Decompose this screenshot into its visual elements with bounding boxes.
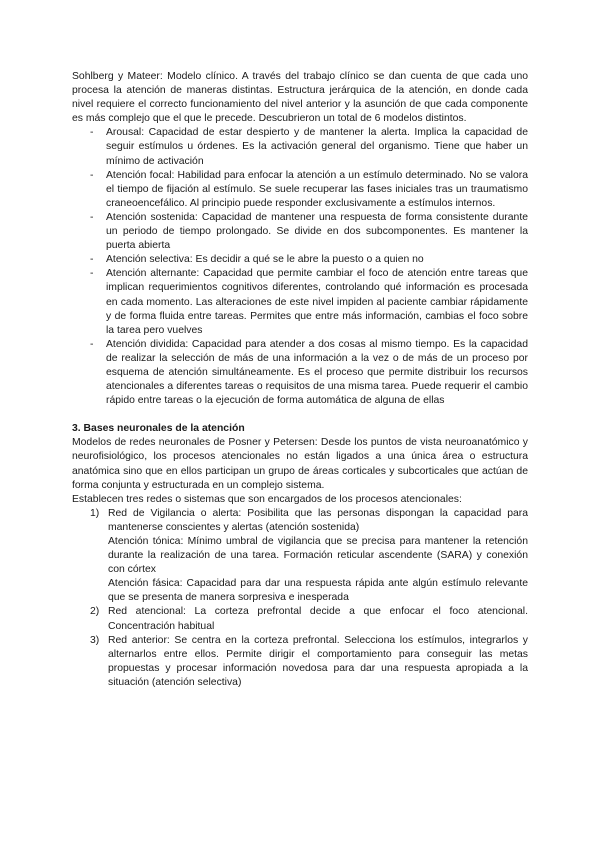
- section-paragraph: Modelos de redes neuronales de Posner y Petersen: Desde los puntos de vista neuroanatómico y neurofisiológico, los procesos atencionales no están ligados a una única área o estructura anatómica sino que en ellos participan un grupo de áreas corticales y subcorticales que actúan de forma conjunta y estructurada en un complejo sistema.: [72, 437, 528, 491]
- model-alternante: Atención alternante: Capacidad que permite cambiar el foco de atención entre tareas que implican requerimientos cognitivos diferentes, controlando qué información es procesada en cada momento. Las alteraciones de este nivel impiden al paciente cambiar rápidamente y de forma fluida entre tareas. Permites que entre más información, cambias el foco sobre la tarea pero vuelves: [106, 268, 528, 336]
- list-item: [72, 605, 528, 633]
- intro-paragraph: Sohlberg y Mateer: Modelo clínico. A través del trabajo clínico se dan cuenta de que cada uno procesa la atención de maneras distintas. Estructura jerárquica de la atención, en donde cada nivel requiere el correcto funcionamiento del nivel anterior y la asunción de que cada componente es más complejo que el que le precede. Descubrieron un total de 6 modelos distintos.: [72, 71, 528, 125]
- dash-bullet: -: [90, 211, 94, 223]
- network-atencional: Red atencional: La corteza prefrontal decide a que enfocar el foco atencional. Concentración habitual: [108, 606, 528, 632]
- list-number: 3): [90, 634, 100, 646]
- model-dividida: Atención dividida: Capacidad para atender a dos cosas al mismo tiempo. Es la capacidad de realizar la selección de más de una información a la vez o de más de un proceso por esquema de atención simultáneamente. Es el proceso que permite distribuir los recursos atencionales a diferentes tareas o requisitos de una misma tarea. Puede requerir el cambio rápido entre tareas o la ejecución de forma automática de alguna de ellas: [106, 338, 528, 407]
- dash-bullet: -: [90, 254, 94, 266]
- model-sostenida: Atención sostenida: Capacidad de mantener una respuesta de forma consistente durante un periodo de tiempo prolongado. Se divide en dos subcomponentes. Es mantener la puerta abierta: [106, 211, 528, 252]
- network-anterior: Red anterior: Se centra en la corteza prefrontal. Selecciona los estímulos, integrarlos y alternarlos entre ellos. Permite dirigir el comportamiento para conseguir las metas propuestas y procesar información novedosa para dar una respuesta apropiada a la situación (atención selectiva): [108, 634, 528, 688]
- dash-bullet: -: [90, 338, 94, 350]
- section-paragraph: Establecen tres redes o sistemas que son encargados de los procesos atencionales:: [72, 493, 462, 505]
- attention-models-list: [72, 126, 528, 408]
- list-item: [72, 253, 528, 267]
- model-arousal: Arousal: Capacidad de estar despierto y de mantener la alerta. Implica la capacidad de seguir estímulos u órdenes. Es la activación general del organismo. Tiene que haber un mínimo de activación: [106, 127, 528, 167]
- network-vigilancia: Red de Vigilancia o alerta: Posibilita que las personas dispongan la capacidad para mantenerse conscientes y alertas (atención sostenida): [108, 507, 528, 533]
- list-item: [72, 211, 528, 253]
- model-focal: Atención focal: Habilidad para enfocar la atención a un estímulo determinado. No se valora el tiempo de fijación al estímulo. Se suele recuperar las fases iniciales tras un traumatismo craneoencefálico. Al principio puede responder exclusivamente a estímulos internos.: [106, 169, 528, 209]
- list-item: [72, 634, 528, 690]
- list-item: [72, 507, 528, 606]
- section-heading: 3. Bases neuronales de la atención: [72, 423, 245, 435]
- networks-list: [72, 507, 528, 690]
- sub-atencion-fasica: Atención fásica: Capacidad para dar una respuesta rápida ante algún estímulo relevante que se presenta de manera sorpresiva e inesperada: [108, 578, 528, 604]
- list-number: 2): [90, 606, 100, 618]
- model-selectiva: Atención selectiva: Es decidir a qué se le abre la puesto o a quien no: [106, 254, 424, 266]
- dash-bullet: -: [90, 169, 94, 181]
- list-item: [72, 169, 528, 211]
- sub-atencion-tonica: Atención tónica: Mínimo umbral de vigilancia que se precisa para mantener la retención durante la realización de una tarea. Formación reticular ascendente (SARA) y conexión con córtex: [108, 536, 528, 576]
- list-item: [72, 338, 528, 408]
- dash-bullet: -: [90, 127, 94, 139]
- list-number: 1): [90, 507, 100, 519]
- dash-bullet: -: [90, 268, 94, 280]
- list-item: [72, 126, 528, 168]
- list-item: [72, 267, 528, 337]
